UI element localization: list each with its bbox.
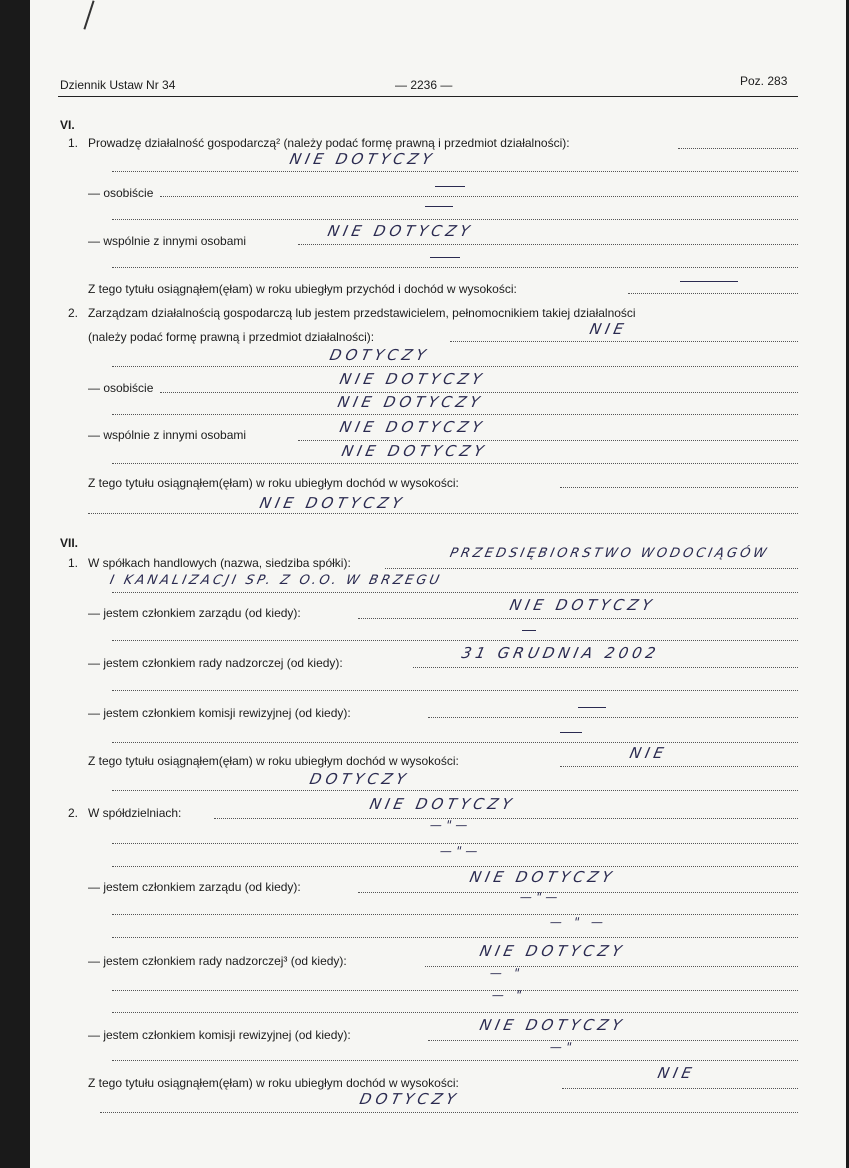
fill-line [112, 742, 798, 743]
header-rule [58, 96, 798, 97]
handwritten-dash: —"— [518, 890, 564, 904]
q7-2-number: 2. [68, 806, 79, 820]
fill-line [112, 866, 798, 867]
fill-line [112, 463, 798, 464]
handwritten-answer: NIE [628, 744, 670, 762]
handwritten-answer: NIE DOTYCZY [338, 370, 488, 388]
handwritten-answer: NIE [588, 320, 630, 338]
fill-line [385, 568, 798, 569]
fill-line [112, 171, 798, 172]
handwritten-answer: DOTYCZY [308, 770, 412, 788]
handwritten-answer: NIE [656, 1064, 698, 1082]
fill-line [112, 1012, 798, 1013]
handwritten-dash [430, 257, 460, 258]
handwritten-answer: DOTYCZY [358, 1090, 462, 1108]
page-number: — 2236 — [395, 78, 453, 92]
fill-line [358, 892, 798, 893]
fill-line [560, 766, 798, 767]
fill-line [88, 513, 798, 514]
fill-line [112, 690, 798, 691]
handwritten-answer: I KANALIZACJI SP. Z O.O. W BRZEGU [108, 573, 444, 588]
document-page [30, 0, 846, 1168]
handwritten-answer: DOTYCZY [328, 346, 432, 364]
q7-1-income-label: Z tego tytułu osiągnąłem(ęłam) w roku ubiegłym dochód w wysokości: [88, 754, 459, 768]
handwritten-dash: —"— [428, 818, 474, 832]
fill-line [112, 790, 798, 791]
fill-line [112, 1060, 798, 1061]
fill-line [160, 196, 798, 197]
pen-mark [83, 0, 94, 29]
fill-line [450, 341, 798, 342]
q6-1-number: 1. [68, 136, 79, 150]
q7-1-number: 1. [68, 556, 79, 570]
handwritten-dash [578, 707, 606, 708]
handwritten-dash: —" [548, 1040, 578, 1054]
q6-2-number: 2. [68, 306, 79, 320]
handwritten-answer: NIE DOTYCZY [288, 150, 438, 168]
fill-line [298, 440, 798, 441]
fill-line [358, 618, 798, 619]
q6-2-label: Zarządzam działalnością gospodarczą lub jestem przedstawicielem, pełnomocnikiem takiej działalności [88, 306, 636, 320]
journal-name: Dziennik Ustaw Nr 34 [60, 78, 176, 92]
q6-1-label: Prowadzę działalność gospodarczą² (należy podać formę prawną i przedmiot działalności): [88, 136, 570, 150]
handwritten-dash [522, 630, 536, 631]
fill-line [112, 937, 798, 938]
q6-2-joint-label: — wspólnie z innymi osobami [88, 428, 247, 442]
q6-2-income-label: Z tego tytułu osiągnąłem(ęłam) w roku ubiegłym dochód w wysokości: [88, 476, 459, 490]
fill-line [100, 1112, 798, 1113]
q6-2-label-cont: (należy podać formę prawną i przedmiot działalności): [88, 330, 375, 344]
handwritten-dash [435, 186, 465, 187]
q7-1-board-label: — jestem członkiem zarządu (od kiedy): [88, 606, 301, 620]
fill-line [112, 640, 798, 641]
fill-line [425, 966, 798, 967]
handwritten-answer: PRZEDSIĘBIORSTWO WODOCIĄGÓW [448, 546, 771, 561]
fill-line [112, 592, 798, 593]
handwritten-answer: NIE DOTYCZY [336, 393, 486, 411]
handwritten-dash: — " — [548, 915, 609, 929]
q7-2-board-label: — jestem członkiem zarządu (od kiedy): [88, 880, 301, 894]
fill-line [214, 818, 798, 819]
handwritten-answer: NIE DOTYCZY [468, 868, 618, 886]
handwritten-answer: NIE DOTYCZY [258, 494, 408, 512]
handwritten-answer: NIE DOTYCZY [368, 795, 518, 813]
fill-line [678, 148, 798, 149]
q7-1-audit-label: — jestem członkiem komisji rewizyjnej (od kiedy): [88, 706, 351, 720]
fill-line [428, 1040, 798, 1041]
fill-line [413, 667, 798, 668]
handwritten-answer: NIE DOTYCZY [338, 418, 488, 436]
handwritten-answer: NIE DOTYCZY [508, 596, 658, 614]
fill-line [112, 414, 798, 415]
handwritten-dash [425, 206, 453, 207]
handwritten-dash: — " [488, 966, 525, 980]
fill-line [112, 990, 798, 991]
fill-line [112, 267, 798, 268]
handwritten-answer: NIE DOTYCZY [326, 222, 476, 240]
fill-line [298, 244, 798, 245]
q7-2-label: W spółdzielniach: [88, 806, 182, 820]
section-vi-heading: VI. [60, 118, 75, 132]
q7-2-supervisory-label: — jestem członkiem rady nadzorczej³ (od kiedy): [88, 954, 347, 968]
handwritten-answer: NIE DOTYCZY [340, 442, 490, 460]
handwritten-dash [680, 281, 738, 282]
q6-1-income-label: Z tego tytułu osiągnąłem(ęłam) w roku ubiegłym przychód i dochód w wysokości: [88, 282, 517, 296]
q7-2-income-label: Z tego tytułu osiągnąłem(ęłam) w roku ubiegłym dochód w wysokości: [88, 1076, 459, 1090]
section-vii-heading: VII. [60, 536, 79, 550]
handwritten-dash [560, 732, 582, 733]
handwritten-answer: NIE DOTYCZY [478, 942, 628, 960]
handwritten-dash: —"— [438, 844, 484, 858]
fill-line [428, 717, 798, 718]
handwritten-answer: NIE DOTYCZY [478, 1016, 628, 1034]
handwritten-dash: — " [490, 988, 527, 1002]
position-number: Poz. 283 [740, 74, 788, 88]
fill-line [560, 487, 798, 488]
q7-1-supervisory-label: — jestem członkiem rady nadzorczej (od kiedy): [88, 656, 343, 670]
fill-line [112, 914, 798, 915]
fill-line [628, 293, 798, 294]
fill-line [112, 219, 798, 220]
fill-line [562, 1088, 798, 1089]
q7-2-audit-label: — jestem członkiem komisji rewizyjnej (od kiedy): [88, 1028, 351, 1042]
q6-2-personal-label: — osobiście [88, 381, 154, 395]
fill-line [112, 366, 798, 367]
q7-1-label: W spółkach handlowych (nazwa, siedziba spółki): [88, 556, 351, 570]
q6-1-joint-label: — wspólnie z innymi osobami [88, 234, 247, 248]
handwritten-answer: 31 GRUDNIA 2002 [460, 644, 662, 662]
q6-1-personal-label: — osobiście [88, 186, 154, 200]
